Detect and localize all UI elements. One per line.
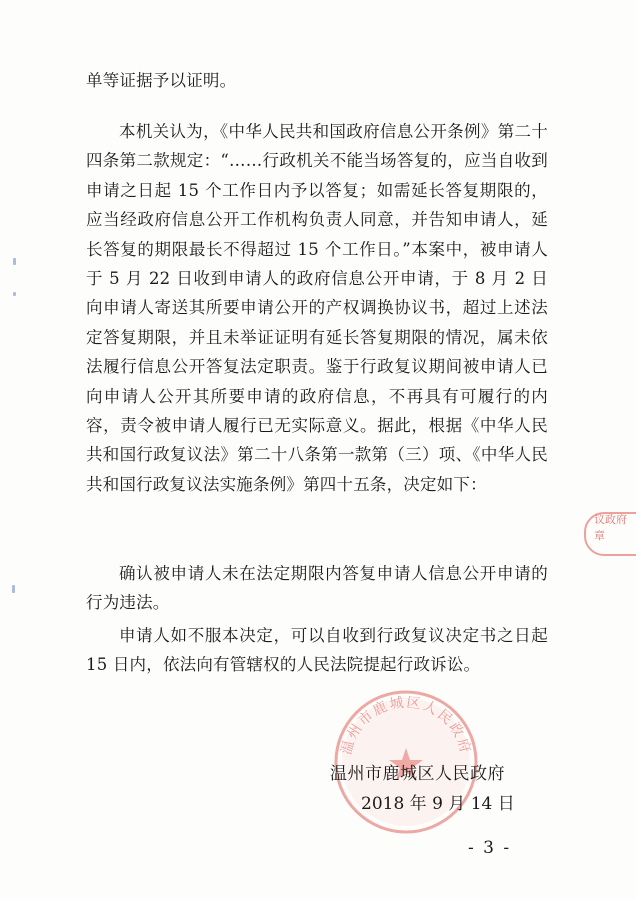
page-number: - 3 -: [468, 838, 512, 858]
paragraph-agency-opinion: 本机关认为，《中华人民共和国政府信息公开条例》第二十四条第二款规定：“……行政机关不能当场答复的，应当自收到申请之日起 15 个工作日内予以答复；如需延长答复期限的，应当经政府信息公开工作机构负责人同意，并告知申请人，延长答复的期限最长不得超过 15 个工作日。”本案中，被申请人于 5 月 22 日收到申请人的政府信息公开申请，于 8 月 2 日向申请人寄送其所要申请公开的产权调换协议书，超过上述法定答复期限，并且未举证证明有延长答复期限的情况，属未依法履行信息公开答复法定职责。鉴于行政复议期间被申请人已向申请人公开其所要申请的政府信息，不再具有可履行的内容，责令被申请人履行已无实际意义。据此，根据《中华人民共和国行政复议法》第二十八条第一款第（三）项、《中华人民共和国行政复议法实施条例》第四十五条，决定如下：: [86, 122, 548, 494]
paragraph-appeal-notice: 申请人如不服本决定，可以自收到行政复议决定书之日起 15 日内，依法向有管辖权的人民法院提起行政诉讼。: [86, 626, 548, 675]
signature-date: 2018 年 9 月 14 日: [361, 794, 515, 814]
edge-seal-stamp: [584, 512, 636, 556]
edge-stamp-line-2: 章: [594, 529, 605, 542]
margin-mark: [13, 292, 16, 296]
seal-text: 温州市鹿城区人民政府: [338, 694, 474, 757]
paragraph-decision: 确认被申请人未在法定期限内答复申请人信息公开申请的行为违法。: [86, 564, 548, 613]
margin-mark: [13, 258, 16, 265]
paragraph-evidence-continuation: 单等证据予以证明。: [86, 71, 237, 90]
signature-organization: 温州市鹿城区人民政府: [330, 764, 505, 784]
edge-stamp-line-1: 议政府: [594, 513, 627, 526]
margin-mark: [12, 585, 15, 593]
